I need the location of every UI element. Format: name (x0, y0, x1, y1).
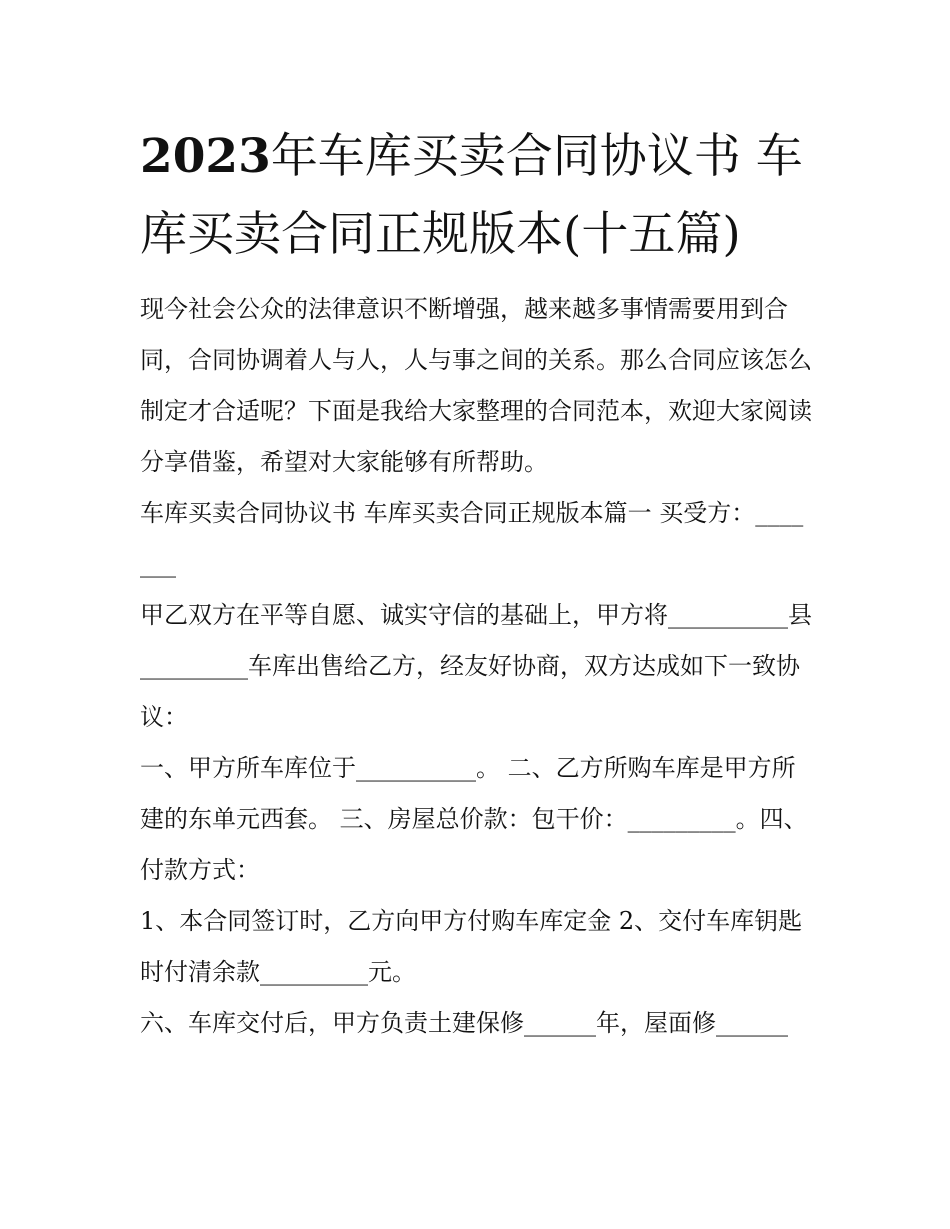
document-title (140, 118, 815, 274)
section-heading-paragraph: 车库买卖合同协议书 车库买卖合同正规版本篇一 买受方：_______ (140, 499, 804, 578)
title-year: 2023 (140, 129, 271, 184)
terms-paragraph: 一、甲方所车库位于__________。 二、乙方所购车库是甲方所建的东单元西套。 三、房屋总价款：包干价：_________。四、付款方式： (140, 754, 808, 884)
payment-paragraph: 1、本合同签订时，乙方向甲方付购车库定金 2、交付车库钥匙时付清余款_________元。 (140, 907, 803, 986)
warranty-paragraph: 六、车库交付后，甲方负责土建保修______年，屋面修______ (140, 1009, 788, 1037)
document-page (140, 118, 815, 1049)
title-text: 年车库买卖合同协议书 车库买卖合同正规版本(十五篇) (140, 129, 803, 262)
agreement-paragraph: 甲乙双方在平等自愿、诚实守信的基础上，甲方将__________县_________车库出售给乙方，经友好协商，双方达成如下一致协议： (140, 601, 812, 731)
intro-paragraph: 现今社会公众的法律意识不断增强，越来越多事情需要用到合同，合同协调着人与人，人与事之间的关系。那么合同应该怎么制定才合适呢？下面是我给大家整理的合同范本，欢迎大家阅读分享借鉴，希望对大家能够有所帮助。 (140, 295, 812, 476)
